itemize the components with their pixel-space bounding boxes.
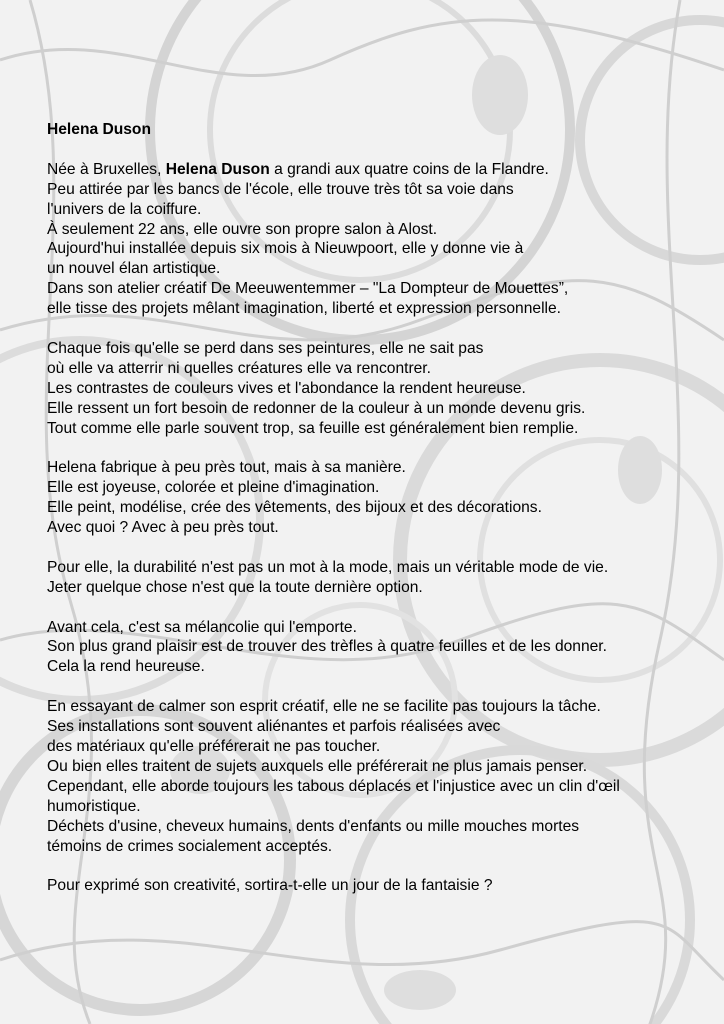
text-line: l'univers de la coiffure.	[47, 200, 202, 218]
text-line: Les contrastes de couleurs vives et l'abondance la rendent heureuse.	[47, 379, 526, 397]
text-line: En essayant de calmer son esprit créatif, elle ne se facilite pas toujours la tâche.	[47, 698, 601, 716]
text-line: Ou bien elles traitent de sujets auxquels elle préférerait ne plus jamais penser.	[47, 757, 588, 775]
text-line: Peu attirée par les bancs de l'école, elle trouve très tôt sa voie dans	[47, 180, 514, 198]
text-line: Pour exprimé son creativité, sortira-t-elle un jour de la fantaisie ?	[47, 877, 493, 895]
text-line: un nouvel élan artistique.	[47, 260, 221, 278]
text-line: où elle va atterrir ni quelles créatures elle va rencontrer.	[47, 359, 431, 377]
artist-name: Helena Duson	[165, 160, 270, 178]
paragraph-painting	[47, 339, 717, 439]
intro-line	[47, 160, 717, 180]
text-line: Ses installations sont souvent aliénantes et parfois réalisées avec	[47, 718, 501, 736]
text-line: Avec quoi ? Avec à peu près tout.	[47, 519, 279, 537]
text-line: Elle ressent un fort besoin de redonner de la couleur à un monde devenu gris.	[47, 399, 586, 417]
text-line: des matériaux qu'elle préférerait ne pas toucher.	[47, 738, 381, 755]
text-line: À seulement 22 ans, elle ouvre son propre salon à Alost.	[47, 220, 438, 238]
text-line: elle tisse des projets mêlant imagination, liberté et expression personnelle.	[47, 300, 562, 318]
paragraph-sustainability	[47, 558, 717, 598]
text-line: Son plus grand plaisir est de trouver des trèfles à quatre feuilles et de les donner.	[47, 638, 607, 656]
text-line: Cependant, elle aborde toujours les tabous déplacés et l'injustice avec un clin d'œil humoristique.	[47, 777, 620, 815]
text-line: Tout comme elle parle souvent trop, sa feuille est généralement bien remplie.	[47, 419, 579, 437]
text-line: Elle peint, modélise, crée des vêtements, des bijoux et des décorations.	[47, 499, 542, 517]
paragraph-melancholy	[47, 618, 717, 678]
paragraph-closing	[47, 876, 717, 896]
intro-suffix: a grandi aux quatre coins de la Flandre.	[269, 160, 549, 178]
text-line: Aujourd'hui installée depuis six mois à Nieuwpoort, elle y donne vie à	[47, 240, 524, 258]
text-line: Jeter quelque chose n'est que la toute dernière option.	[47, 578, 423, 596]
text-line: Elle est joyeuse, colorée et pleine d'imagination.	[47, 479, 380, 497]
paragraph-making	[47, 458, 717, 538]
text-line: Chaque fois qu'elle se perd dans ses peintures, elle ne sait pas	[47, 339, 484, 357]
text-line: Helena fabrique à peu près tout, mais à sa manière.	[47, 459, 406, 477]
text-line: Dans son atelier créatif De Meeuwentemmer – "La Dompteur de Mouettes”,	[47, 280, 569, 298]
text-line: Pour elle, la durabilité n'est pas un mot à la mode, mais un véritable mode de vie.	[47, 558, 609, 576]
text-line: Déchets d'usine, cheveux humains, dents d'enfants ou mille mouches mortes	[47, 817, 580, 835]
text-line: témoins de crimes socialement acceptés.	[47, 837, 333, 855]
paragraph-installations	[47, 697, 717, 856]
intro-prefix: Née à Bruxelles,	[47, 160, 166, 178]
text-line: Avant cela, c'est sa mélancolie qui l'emporte.	[47, 618, 357, 636]
document-title: Helena Duson	[47, 121, 151, 138]
intro-paragraph	[47, 160, 717, 319]
text-line: Cela la rend heureuse.	[47, 658, 205, 676]
biography-text	[47, 120, 717, 896]
